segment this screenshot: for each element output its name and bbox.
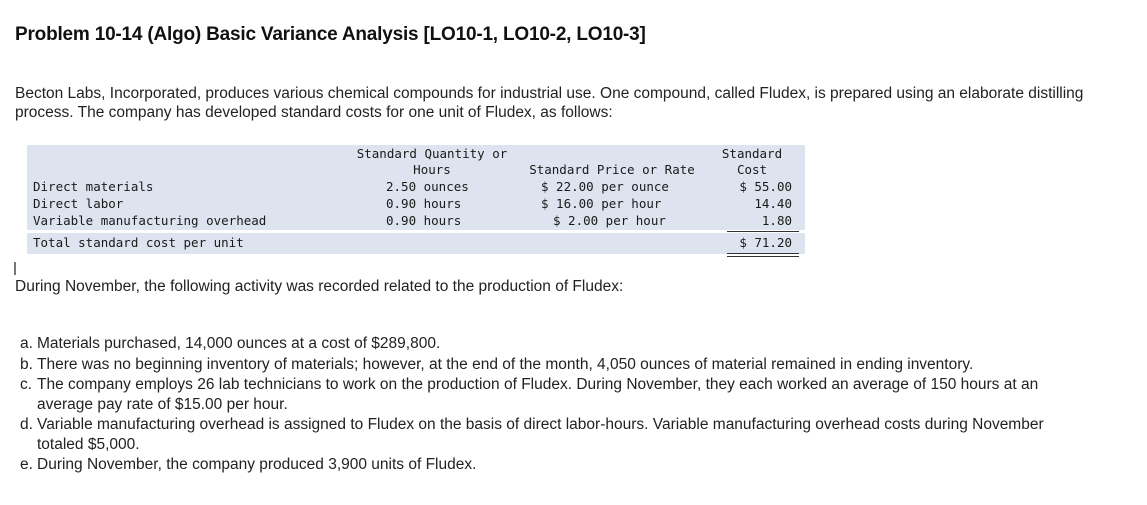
total-double-rule-1: [727, 253, 799, 254]
header-quantity-line1: Standard Quantity or: [356, 146, 508, 161]
list-item: [20, 355, 1080, 375]
item-text: The company employs 26 lab technicians to work on the production of Fludex. During November, they each worked an average of 150 hours at an average pay rate of $15.00 per hour.: [37, 376, 1039, 413]
header-price: Standard Price or Rate: [529, 162, 695, 177]
row-qty-direct-materials: 2.50 ounces: [386, 179, 469, 194]
activity-intro: During November, the following activity was recorded related to the production of Fludex:: [15, 278, 624, 295]
row-cost-variable-overhead: 1.80: [761, 213, 792, 228]
list-item: [20, 334, 1080, 354]
item-marker: a.: [20, 335, 33, 352]
list-item: [20, 415, 1080, 454]
row-label-variable-overhead: Variable manufacturing overhead: [33, 213, 267, 228]
text-cursor: [14, 262, 16, 275]
row-cost-direct-labor: 14.40: [754, 196, 792, 211]
item-text: There was no beginning inventory of materials; however, at the end of the month, 4,050 ounces of material remained in ending inventory.: [37, 355, 974, 373]
header-cost-line2: Cost: [736, 162, 768, 177]
item-text: During November, the company produced 3,900 units of Fludex.: [37, 456, 477, 473]
problem-title: Problem 10-14 (Algo) Basic Variance Analysis [LO10-1, LO10-2, LO10-3]: [15, 24, 646, 45]
subtotal-rule: [727, 231, 799, 232]
row-label-direct-materials: Direct materials: [33, 179, 154, 194]
row-price-direct-labor: $ 16.00 per hour: [541, 196, 662, 211]
row-price-variable-overhead: $ 2.00 per hour: [553, 213, 666, 228]
intro-paragraph: Becton Labs, Incorporated, produces various chemical compounds for industrial use. One compound, called Fludex, is prepared using an elaborate distilling process. The company has developed standard costs for one unit of Fludex, as follows:: [15, 85, 1084, 121]
item-marker: c.: [20, 376, 33, 393]
activity-list: [20, 334, 1080, 476]
row-qty-variable-overhead: 0.90 hours: [386, 213, 462, 228]
total-cost: $ 71.20: [739, 235, 792, 250]
total-label: Total standard cost per unit: [33, 235, 244, 250]
standard-cost-table: [27, 145, 805, 257]
item-marker: e.: [20, 456, 33, 473]
row-label-direct-labor: Direct labor: [33, 196, 124, 211]
item-text: Variable manufacturing overhead is assigned to Fludex on the basis of direct labor-hours. Variable manufacturing overhead costs during November totaled $5,000.: [37, 416, 1044, 453]
list-item: [20, 455, 1080, 475]
total-double-rule-2: [727, 256, 799, 257]
item-text: Materials purchased, 14,000 ounces at a cost of $289,800.: [37, 335, 441, 352]
header-cost-line1: Standard: [721, 146, 783, 161]
header-quantity-line2: Hours: [413, 162, 451, 177]
item-marker: b.: [20, 355, 33, 373]
item-marker: d.: [20, 416, 33, 433]
row-qty-direct-labor: 0.90 hours: [386, 196, 462, 211]
row-cost-direct-materials: $ 55.00: [739, 179, 792, 194]
list-item: [20, 375, 1080, 414]
row-price-direct-materials: $ 22.00 per ounce: [541, 179, 669, 194]
